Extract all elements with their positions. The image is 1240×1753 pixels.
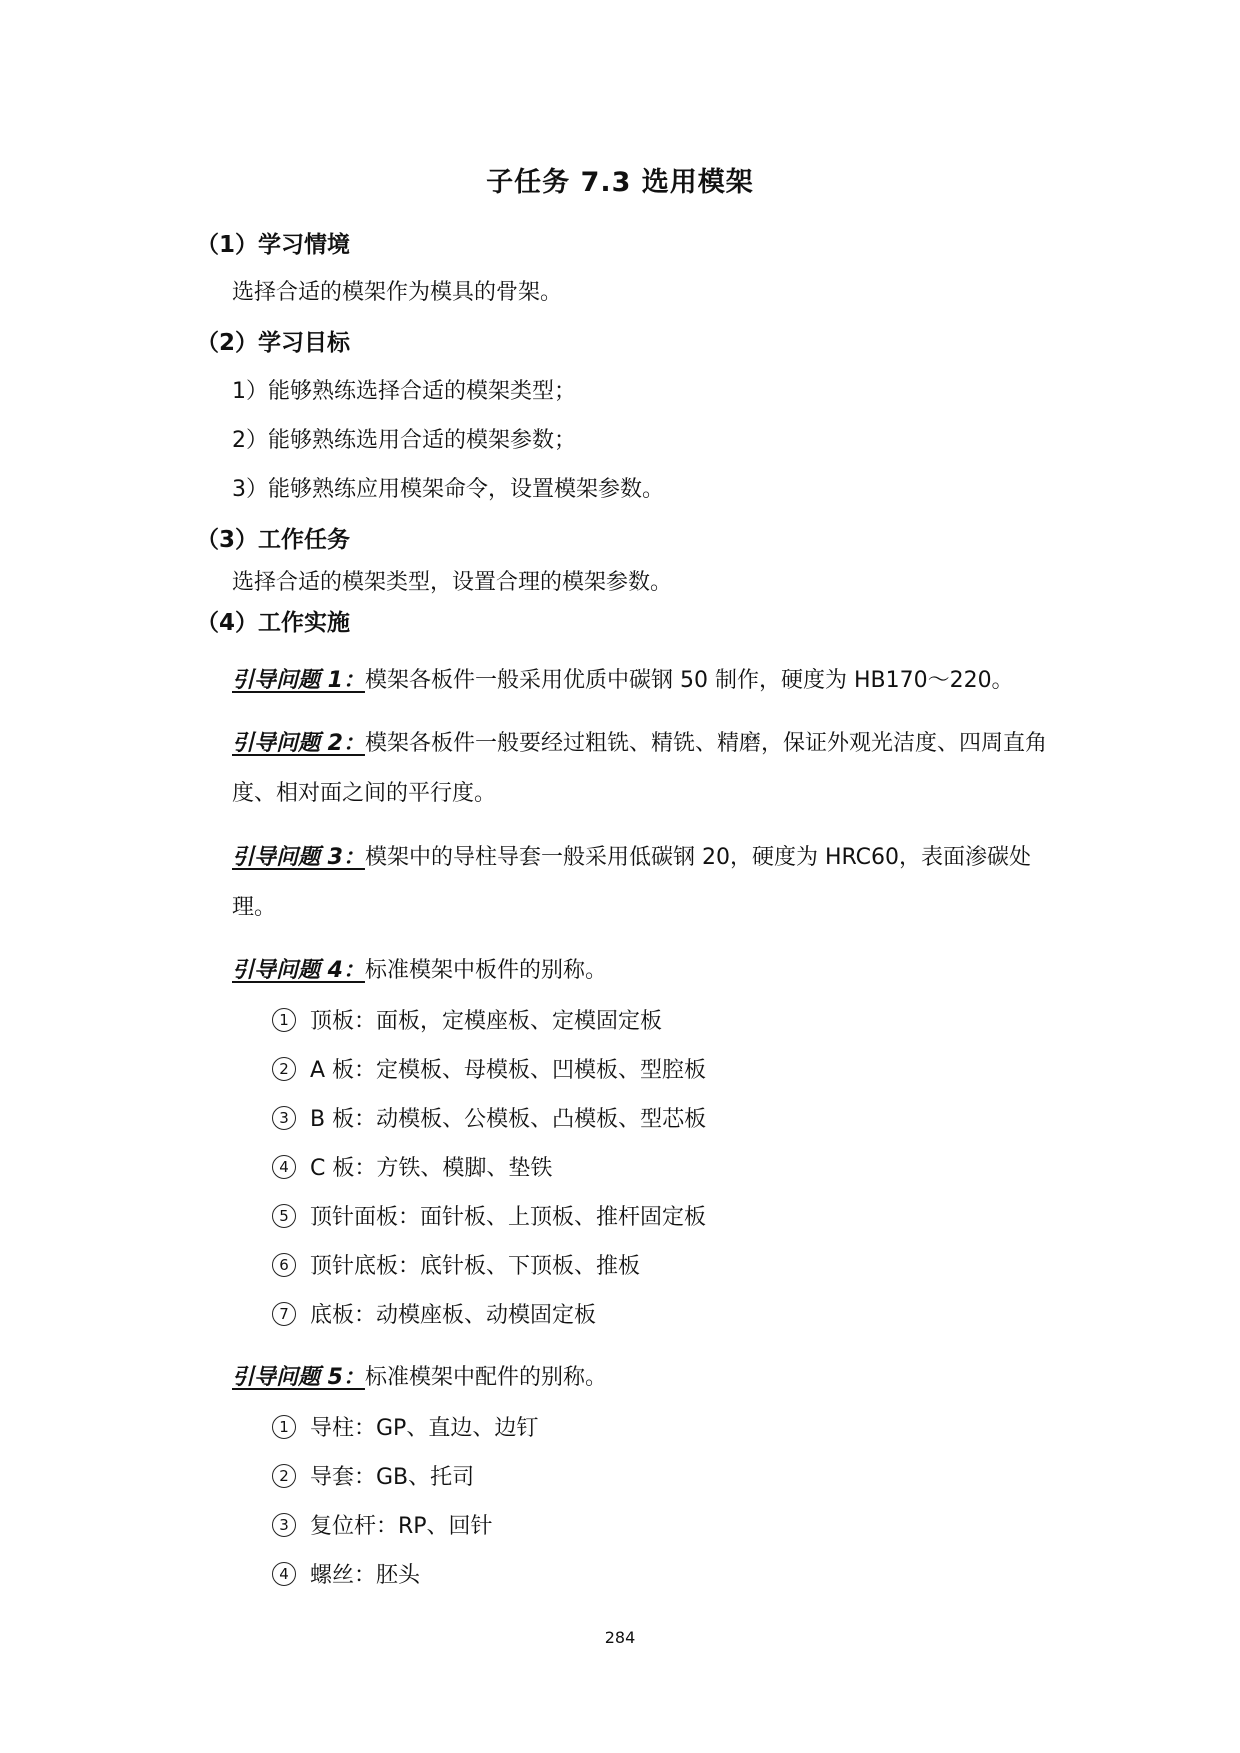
- guide-question-1: [232, 656, 1062, 706]
- list-item: [272, 1298, 596, 1329]
- section-heading-work-task: （3）工作任务: [196, 527, 351, 553]
- circled-number: 4: [272, 1562, 296, 1586]
- guide-question-label: 引导问题 2：: [232, 731, 365, 756]
- guide-question-4: [232, 946, 1062, 996]
- guide-question-3: [232, 833, 1062, 933]
- circled-number: 1: [272, 1415, 296, 1439]
- circled-number: 3: [272, 1106, 296, 1130]
- guide-question-5: [232, 1353, 1062, 1403]
- list-item-text: 导柱：GP、直边、边钉: [310, 1416, 539, 1441]
- list-item: [272, 1460, 474, 1491]
- list-item: [272, 1200, 706, 1231]
- section-text-learning-context: 选择合适的模架作为模具的骨架。: [232, 280, 563, 305]
- circled-number: 1: [272, 1008, 296, 1032]
- list-item-text: B 板：动模板、公模板、凸模板、型芯板: [310, 1107, 707, 1132]
- list-item-text: 复位杆：RP、回针: [310, 1514, 493, 1539]
- page-title: 子任务 7.3 选用模架: [486, 167, 754, 198]
- guide-question-text: 模架各板件一般要经过粗铣、精铣、精磨，保证外观光洁度、四周直角度、相对面之间的平行度。: [232, 731, 1047, 806]
- list-item: [272, 1558, 420, 1589]
- section-heading-learning-context: （1）学习情境: [196, 232, 351, 258]
- list-item: [272, 1004, 662, 1035]
- section-heading-learning-goals: （2）学习目标: [196, 330, 351, 356]
- list-item: [272, 1053, 706, 1084]
- list-item: [272, 1102, 706, 1133]
- list-item-text: C 板：方铁、模脚、垫铁: [310, 1156, 553, 1181]
- circled-number: 2: [272, 1464, 296, 1488]
- circled-number: 6: [272, 1253, 296, 1277]
- circled-number: 2: [272, 1057, 296, 1081]
- list-item: [272, 1151, 552, 1182]
- list-item-text: 螺丝：胚头: [310, 1563, 421, 1588]
- list-item-text: 顶针面板：面针板、上顶板、推杆固定板: [310, 1205, 707, 1230]
- list-item-text: 导套：GB、托司: [310, 1465, 475, 1490]
- list-item: [272, 1411, 538, 1442]
- guide-question-label: 引导问题 4：: [232, 958, 365, 983]
- circled-number: 7: [272, 1302, 296, 1326]
- list-item: [272, 1249, 640, 1280]
- guide-question-text: 模架中的导柱导套一般采用低碳钢 20，硬度为 HRC60，表面渗碳处理。: [232, 845, 1032, 920]
- guide-question-text: 标准模架中板件的别称。: [364, 958, 607, 983]
- guide-question-2: [232, 719, 1062, 819]
- circled-number: 3: [272, 1513, 296, 1537]
- circled-number: 5: [272, 1204, 296, 1228]
- goal-item: 2）能够熟练选用合适的模架参数；: [232, 428, 576, 453]
- section-heading-work-implementation: （4）工作实施: [196, 610, 351, 636]
- guide-question-label: 引导问题 1：: [232, 668, 365, 693]
- list-item-text: 顶针底板：底针板、下顶板、推板: [310, 1254, 641, 1279]
- list-item: [272, 1509, 493, 1540]
- guide-question-label: 引导问题 3：: [232, 845, 365, 870]
- goal-item: 3）能够熟练应用模架命令，设置模架参数。: [232, 477, 664, 502]
- guide-question-label: 引导问题 5：: [232, 1365, 365, 1390]
- list-item-text: A 板：定模板、母模板、凹模板、型腔板: [310, 1058, 707, 1083]
- circled-number: 4: [272, 1155, 296, 1179]
- list-item-text: 顶板：面板，定模座板、定模固定板: [310, 1009, 663, 1034]
- list-item-text: 底板：动模座板、动模固定板: [310, 1303, 597, 1328]
- section-text-work-task: 选择合适的模架类型，设置合理的模架参数。: [232, 570, 673, 595]
- goal-item: 1）能够熟练选择合适的模架类型；: [232, 379, 576, 404]
- guide-question-text: 标准模架中配件的别称。: [364, 1365, 607, 1390]
- guide-question-text: 模架各板件一般采用优质中碳钢 50 制作，硬度为 HB170～220。: [364, 668, 1014, 693]
- page-number: 284: [604, 1628, 636, 1647]
